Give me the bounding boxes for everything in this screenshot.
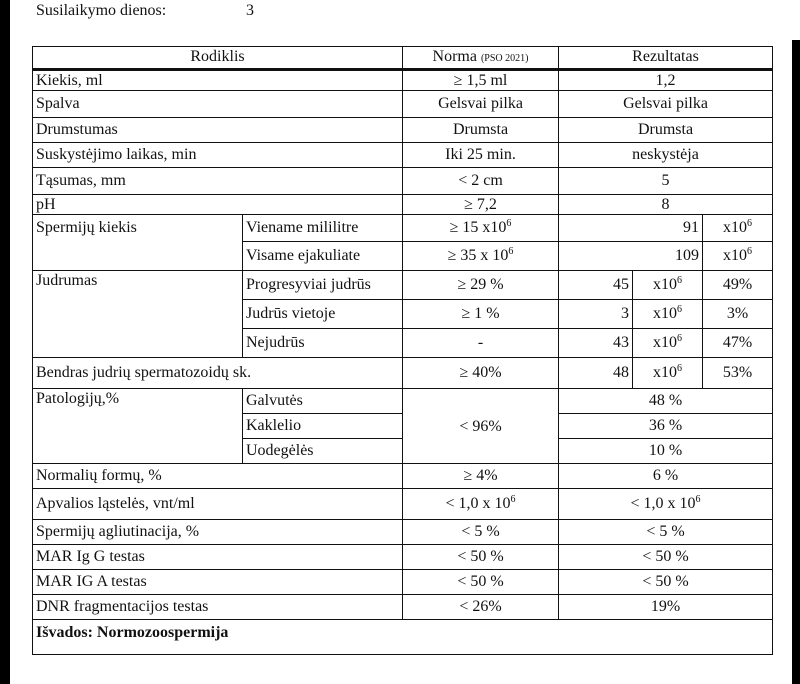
row-unit xyxy=(633,271,703,300)
unit-exponent: 6 xyxy=(747,246,752,257)
row-result: 48 % xyxy=(559,389,773,414)
row-result: 5 xyxy=(559,168,773,195)
row-count: 45 xyxy=(559,271,633,300)
table-header-row xyxy=(33,47,773,70)
table-row xyxy=(33,389,773,414)
abstinence-days-line xyxy=(36,2,254,20)
row-result: 19% xyxy=(559,595,773,620)
unit-base: x10 xyxy=(653,364,677,381)
row-label: MAR IG A testas xyxy=(33,570,403,595)
row-norm: ≥ 1,5 ml xyxy=(403,70,559,91)
table-row xyxy=(33,489,773,520)
unit-base: x10 xyxy=(653,276,677,293)
row-label: Drumstumas xyxy=(33,118,403,143)
table-row xyxy=(33,143,773,168)
row-percent: 47% xyxy=(703,329,773,358)
row-label: Spermijų kiekis xyxy=(33,215,243,271)
norm-base: < 1,0 x 10 xyxy=(445,495,511,512)
result-exponent: 6 xyxy=(695,494,701,505)
sub-row-label: Nejudrūs xyxy=(243,329,403,358)
unit-base: x10 xyxy=(653,334,677,351)
row-norm: - xyxy=(403,329,559,358)
row-label: Bendras judrių spermatozoidų sk. xyxy=(33,358,403,389)
table-row xyxy=(33,91,773,118)
unit-exponent: 6 xyxy=(677,333,682,344)
col-header-result: Rezultatas xyxy=(559,47,773,70)
unit-base: x10 xyxy=(723,247,747,264)
row-label: Patologijų,% xyxy=(33,389,243,464)
row-unit xyxy=(703,242,773,271)
abstinence-days-label: Susilaikymo dienos: xyxy=(36,2,167,19)
norm-exponent: 6 xyxy=(506,218,512,229)
row-norm: Iki 25 min. xyxy=(403,143,559,168)
unit-exponent: 6 xyxy=(677,304,682,315)
conclusion-row xyxy=(33,620,773,655)
table-row xyxy=(33,215,773,242)
row-count: 3 xyxy=(559,300,633,329)
row-norm: Gelsvai pilka xyxy=(403,91,559,118)
row-result: 1,2 xyxy=(559,70,773,91)
norm-header-label: Norma xyxy=(432,48,477,65)
row-label: Normalių formų, % xyxy=(33,464,403,489)
row-result xyxy=(559,489,773,520)
unit-exponent: 6 xyxy=(747,218,752,229)
sub-row-label: Viename mililitre xyxy=(243,215,403,242)
abstinence-days-value: 3 xyxy=(246,2,254,19)
row-label: Spermijų agliutinacija, % xyxy=(33,520,403,545)
row-result: < 50 % xyxy=(559,570,773,595)
sub-row-label: Visame ejakuliate xyxy=(243,242,403,271)
row-norm: ≥ 7,2 xyxy=(403,195,559,215)
unit-exponent: 6 xyxy=(677,363,682,374)
row-value: 91 xyxy=(559,215,703,242)
table-row xyxy=(33,520,773,545)
row-norm: ≥ 29 % xyxy=(403,271,559,300)
table-row xyxy=(33,271,773,300)
table-row xyxy=(33,70,773,91)
photo-left-edge xyxy=(0,0,10,684)
sub-row-label: Uodegėlės xyxy=(243,439,403,464)
row-count: 43 xyxy=(559,329,633,358)
row-percent: 3% xyxy=(703,300,773,329)
norm-header-note: (PSO 2021) xyxy=(480,53,529,64)
row-norm: < 26% xyxy=(403,595,559,620)
row-label: Judrumas xyxy=(33,271,243,358)
sub-row-label: Judrūs vietoje xyxy=(243,300,403,329)
row-result: neskystėja xyxy=(559,143,773,168)
row-result: < 50 % xyxy=(559,545,773,570)
row-norm: ≥ 4% xyxy=(403,464,559,489)
row-label: Tąsumas, mm xyxy=(33,168,403,195)
row-unit xyxy=(703,215,773,242)
row-norm: < 50 % xyxy=(403,570,559,595)
row-result: Gelsvai pilka xyxy=(559,91,773,118)
row-label: DNR fragmentacijos testas xyxy=(33,595,403,620)
table-row xyxy=(33,118,773,143)
row-result: 6 % xyxy=(559,464,773,489)
row-norm: < 50 % xyxy=(403,545,559,570)
row-result: Drumsta xyxy=(559,118,773,143)
table-row xyxy=(33,195,773,215)
sub-row-label: Progresyviai judrūs xyxy=(243,271,403,300)
table-row xyxy=(33,595,773,620)
row-result: 10 % xyxy=(559,439,773,464)
unit-base: x10 xyxy=(653,305,677,322)
row-norm xyxy=(403,215,559,242)
row-percent: 49% xyxy=(703,271,773,300)
row-label: Kiekis, ml xyxy=(33,70,403,91)
row-percent: 53% xyxy=(703,358,773,389)
row-norm: < 96% xyxy=(403,389,559,464)
table-row xyxy=(33,545,773,570)
row-norm: ≥ 1 % xyxy=(403,300,559,329)
row-result: < 5 % xyxy=(559,520,773,545)
row-value: 109 xyxy=(559,242,703,271)
row-norm: ≥ 40% xyxy=(403,358,559,389)
row-label: pH xyxy=(33,195,403,215)
row-norm: Drumsta xyxy=(403,118,559,143)
row-result: 36 % xyxy=(559,414,773,439)
row-label: Spalva xyxy=(33,91,403,118)
unit-exponent: 6 xyxy=(677,275,682,286)
row-unit xyxy=(633,329,703,358)
table-row xyxy=(33,570,773,595)
row-norm: < 2 cm xyxy=(403,168,559,195)
sub-row-label: Kaklelio xyxy=(243,414,403,439)
row-norm xyxy=(403,242,559,271)
sub-row-label: Galvutės xyxy=(243,389,403,414)
row-label: Suskystėjimo laikas, min xyxy=(33,143,403,168)
semen-analysis-table xyxy=(32,46,773,655)
row-result: 8 xyxy=(559,195,773,215)
table-row xyxy=(33,464,773,489)
col-header-indicator: Rodiklis xyxy=(33,47,403,70)
row-label: MAR Ig G testas xyxy=(33,545,403,570)
table-row xyxy=(33,358,773,389)
row-label: Apvalios ląstelės, vnt/ml xyxy=(33,489,403,520)
row-norm: < 5 % xyxy=(403,520,559,545)
norm-exponent: 6 xyxy=(510,494,516,505)
row-count: 48 xyxy=(559,358,633,389)
row-unit xyxy=(633,358,703,389)
row-norm xyxy=(403,489,559,520)
norm-exponent: 6 xyxy=(508,246,514,257)
photo-right-edge xyxy=(792,40,800,684)
table-row xyxy=(33,168,773,195)
row-unit xyxy=(633,300,703,329)
unit-base: x10 xyxy=(723,219,747,236)
norm-base: ≥ 15 x10 xyxy=(449,219,507,236)
norm-base: ≥ 35 x 10 xyxy=(447,247,509,264)
result-base: < 1,0 x 10 xyxy=(630,495,696,512)
col-header-norm xyxy=(403,47,559,70)
conclusion-text: Išvados: Normozoospermija xyxy=(33,620,773,655)
